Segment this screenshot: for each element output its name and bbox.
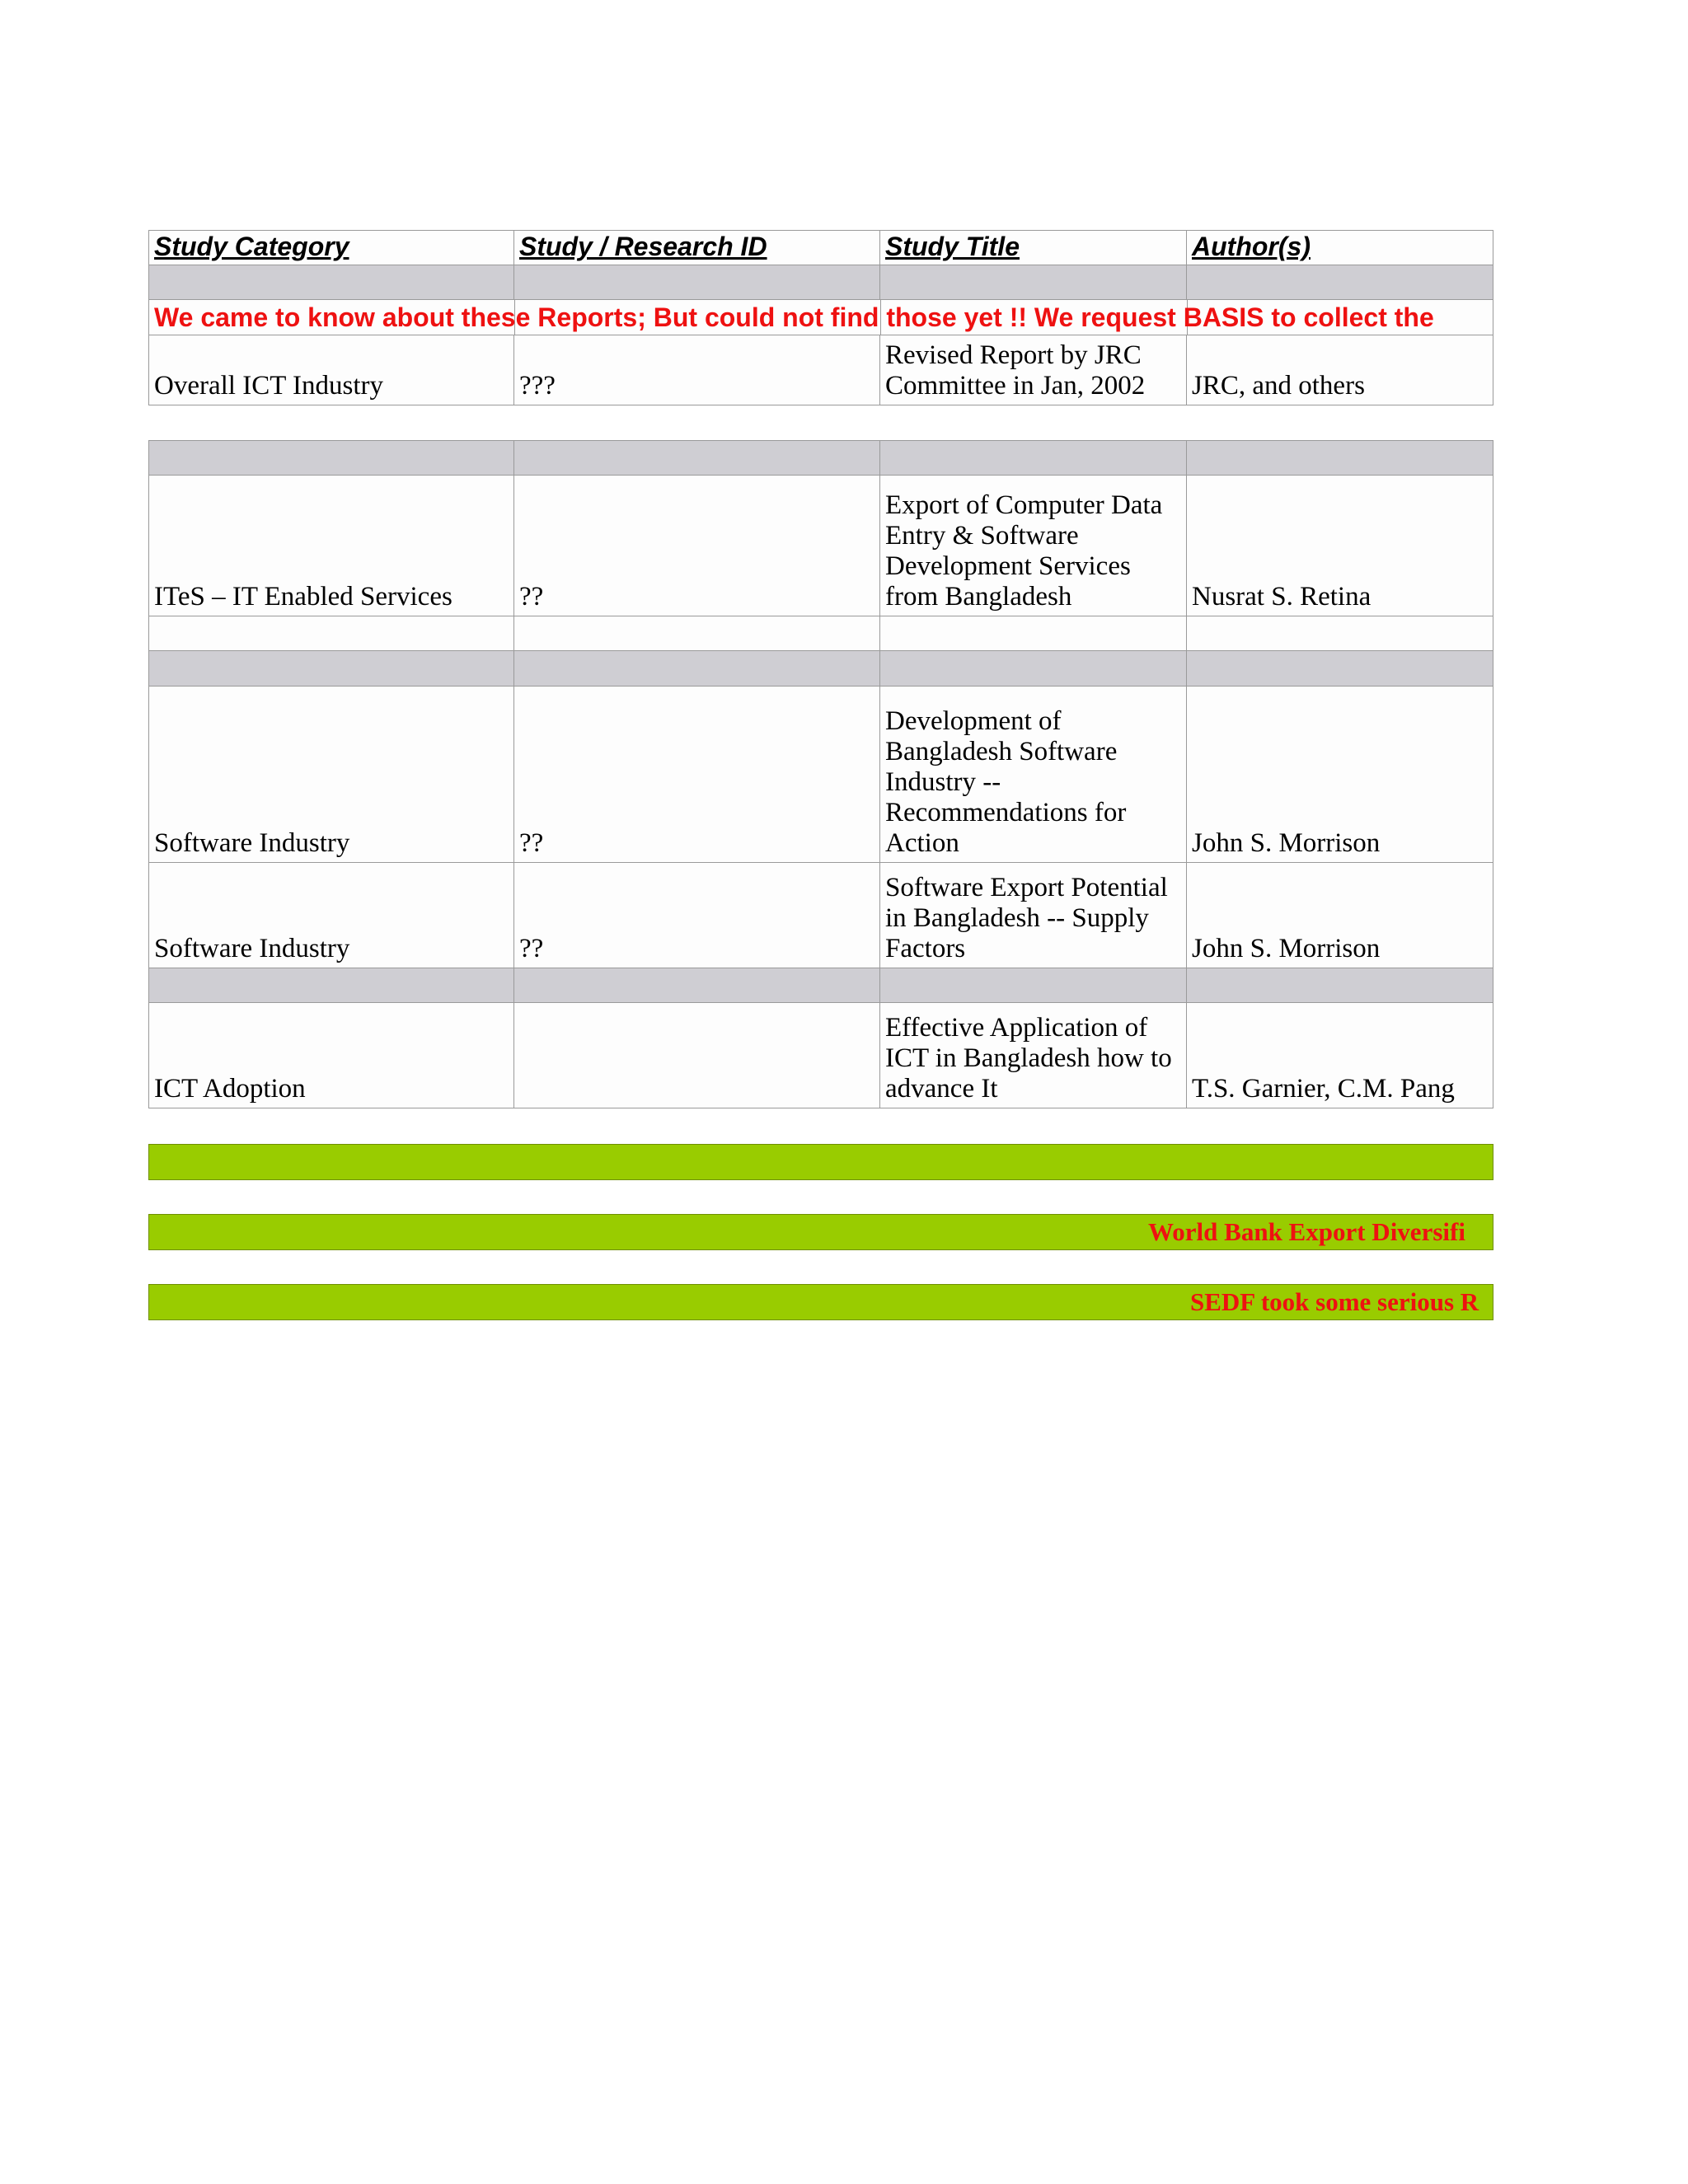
table-cell[interactable] xyxy=(514,440,880,476)
table-cell[interactable] xyxy=(514,968,880,1003)
table-cell[interactable] xyxy=(514,651,880,687)
cell-title[interactable]: Effective Application of ICT in Bangladesh how to advance It xyxy=(880,1003,1187,1108)
cell-id[interactable] xyxy=(514,1003,880,1108)
table-row xyxy=(148,335,1493,405)
table-cell[interactable] xyxy=(148,968,514,1003)
cell-category[interactable]: ITeS – IT Enabled Services xyxy=(148,476,514,616)
table-cell[interactable] xyxy=(1187,440,1493,476)
header-study-research-id[interactable]: Study / Research ID xyxy=(514,230,880,265)
table-cell[interactable] xyxy=(1187,651,1493,687)
table-cell[interactable] xyxy=(880,968,1187,1003)
header-study-title[interactable]: Study Title xyxy=(880,230,1187,265)
cell-authors[interactable]: JRC, and others xyxy=(1187,335,1493,405)
header-authors[interactable]: Author(s) xyxy=(1187,230,1493,265)
header-study-category[interactable]: Study Category xyxy=(148,230,514,265)
separator-row xyxy=(148,651,1493,687)
cell-category[interactable]: Overall ICT Industry xyxy=(148,335,514,405)
table-cell[interactable] xyxy=(1187,968,1493,1003)
table-cell[interactable] xyxy=(148,265,514,300)
table-row xyxy=(148,687,1493,863)
cell-title[interactable]: Export of Computer Data Entry & Software Development Services from Bangladesh xyxy=(880,476,1187,616)
table-row xyxy=(148,863,1493,968)
table-cell[interactable] xyxy=(148,440,514,476)
separator-row xyxy=(148,265,1493,300)
table-cell[interactable] xyxy=(1187,265,1493,300)
table-row xyxy=(148,476,1493,616)
cell-authors[interactable]: John S. Morrison xyxy=(1187,863,1493,968)
table-cell[interactable] xyxy=(514,265,880,300)
table-cell[interactable] xyxy=(148,651,514,687)
green-bar[interactable] xyxy=(148,1144,1493,1180)
green-bar-text: SEDF took some serious R xyxy=(1190,1287,1479,1316)
table-cell[interactable] xyxy=(880,616,1187,651)
cell-authors[interactable]: T.S. Garnier, C.M. Pang xyxy=(1187,1003,1493,1108)
table-row xyxy=(148,1003,1493,1108)
cell-title[interactable]: Software Export Potential in Bangladesh -- Supply Factors xyxy=(880,863,1187,968)
table-cell[interactable] xyxy=(880,265,1187,300)
cell-title[interactable]: Revised Report by JRC Committee in Jan, 2002 xyxy=(880,335,1187,405)
empty-row xyxy=(148,616,1493,651)
cell-category[interactable]: Software Industry xyxy=(148,687,514,863)
cell-category[interactable]: ICT Adoption xyxy=(148,1003,514,1108)
cell-category[interactable]: Software Industry xyxy=(148,863,514,968)
green-bar-sedf[interactable] xyxy=(148,1284,1493,1320)
header-row xyxy=(148,230,1493,265)
cell-authors[interactable]: John S. Morrison xyxy=(1187,687,1493,863)
table-cell[interactable] xyxy=(880,651,1187,687)
cell-id[interactable]: ??? xyxy=(514,335,880,405)
cell-authors[interactable]: Nusrat S. Retina xyxy=(1187,476,1493,616)
green-bar-text: World Bank Export Diversifi xyxy=(1148,1217,1465,1246)
cell-id[interactable]: ?? xyxy=(514,476,880,616)
separator-row xyxy=(148,440,1493,476)
table-cell[interactable] xyxy=(880,440,1187,476)
table-cell[interactable] xyxy=(514,616,880,651)
notice-text: We came to know about these Reports; But could not find those yet !! We request BASIS to collect the xyxy=(154,302,1434,332)
table-cell[interactable] xyxy=(148,616,514,651)
cell-id[interactable]: ?? xyxy=(514,687,880,863)
cell-title[interactable]: Development of Bangladesh Software Industry -- Recommendations for Action xyxy=(880,687,1187,863)
separator-row xyxy=(148,968,1493,1003)
notice-row[interactable] xyxy=(148,300,1493,335)
table-cell[interactable] xyxy=(1187,616,1493,651)
cell-id[interactable]: ?? xyxy=(514,863,880,968)
green-bar-world-bank[interactable] xyxy=(148,1214,1493,1250)
